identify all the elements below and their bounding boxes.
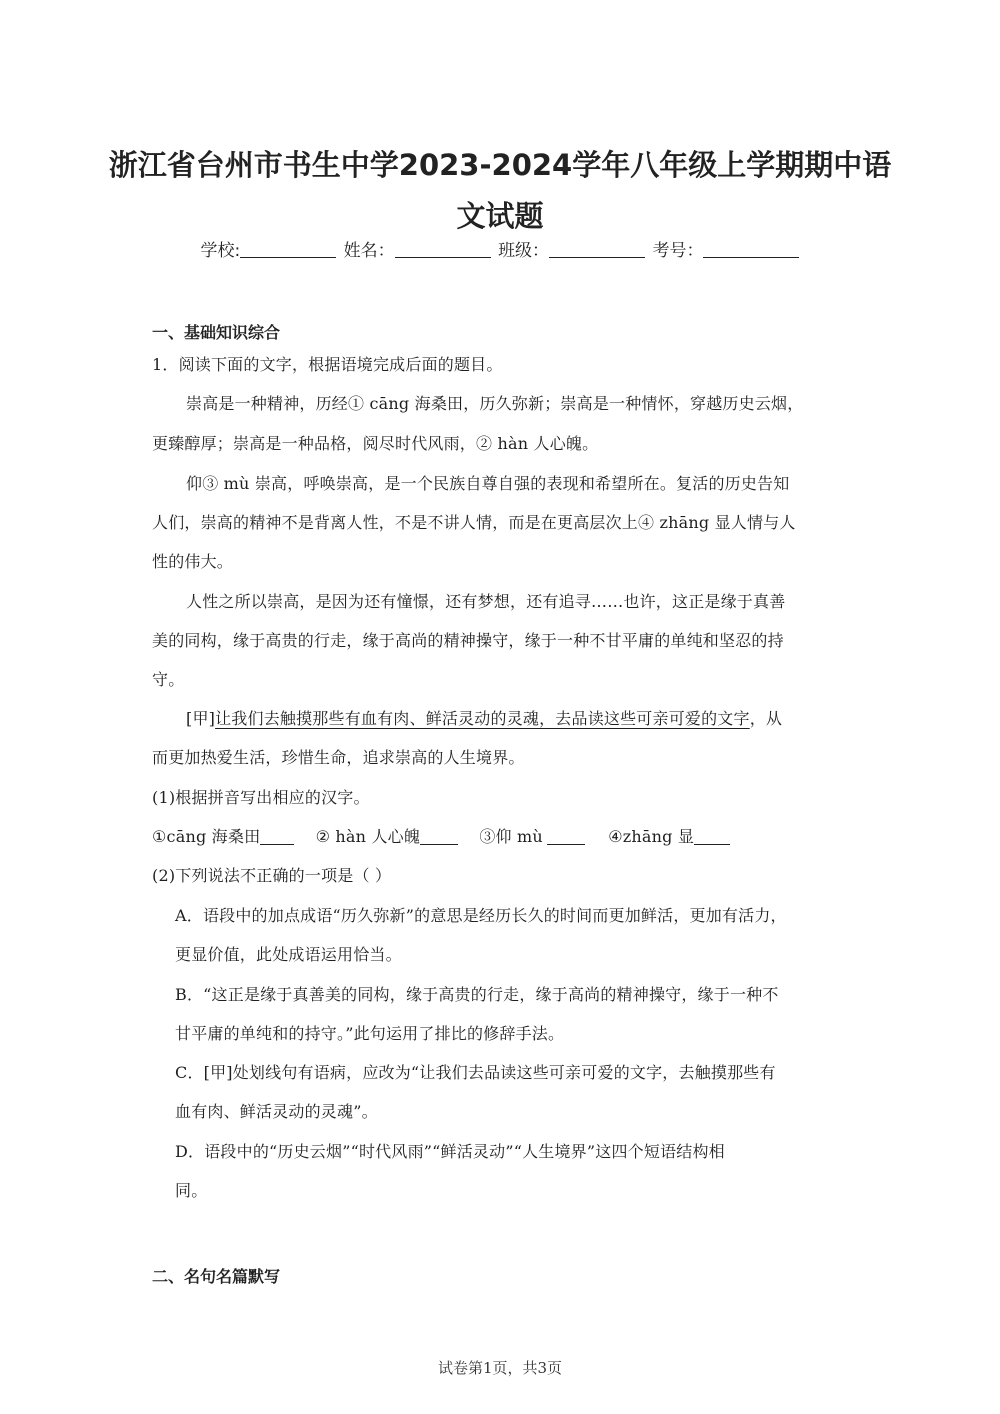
option-b-line-2: 甘平庸的单纯和的持守。”此句运用了排比的修辞手法。	[175, 1024, 565, 1043]
passage-p4-line-2: 而更加热爱生活，珍惜生命，追求崇高的人生境界。	[152, 748, 525, 767]
jia-mark: [甲]	[186, 709, 216, 728]
blank-4-label: ④zhāng 显	[608, 827, 695, 846]
page-footer: 试卷第1页，共3页	[437, 1359, 563, 1377]
class-blank[interactable]	[549, 239, 645, 258]
page-title-line-2: 文试题	[456, 199, 544, 233]
passage-p1-line-1: 崇高是一种精神，历经① cāng 海桑田，历久弥新；崇高是一种情怀，穿越历史云烟，	[186, 394, 804, 413]
passage-p2-line-3: 性的伟大。	[152, 552, 234, 571]
blank-3-label: ③仰 mù	[479, 827, 543, 846]
option-d-line-2: 同。	[175, 1181, 208, 1200]
name-label: 姓名：	[343, 241, 395, 261]
option-a-line-2: 更显价值，此处成语运用恰当。	[175, 945, 402, 964]
passage-p3-line-1: 人性之所以崇高，是因为还有憧憬，还有梦想，还有追寻……也许，这正是缘于真善	[186, 592, 786, 611]
school-blank[interactable]	[240, 239, 336, 258]
student-info-row	[0, 236, 1000, 261]
blank-2-label: ② hàn 人心魄	[315, 827, 421, 846]
sub-question-1: (1)根据拼音写出相应的汉字。	[152, 788, 370, 807]
underlined-sentence: 让我们去触摸那些有血有肉、鲜活灵动的灵魂，去品读这些可亲可爱的文字	[215, 709, 750, 728]
pinyin-blanks-row	[152, 824, 730, 847]
passage-p3-line-3: 守。	[152, 670, 185, 689]
passage-p3-line-2: 美的同构，缘于高贵的行走，缘于高尚的精神操守，缘于一种不甘平庸的单纯和坚忍的持	[152, 631, 784, 650]
section-1-heading: 一、基础知识综合	[152, 323, 281, 342]
blank-2-line[interactable]	[420, 828, 458, 845]
option-c-line-1: C．[甲]处划线句有语病，应改为“让我们去品读这些可亲可爱的文字，去触摸那些有	[175, 1063, 776, 1082]
option-a-line-1: A．语段中的加点成语“历久弥新”的意思是经历长久的时间而更加鲜活，更加有活力，	[175, 906, 787, 925]
passage-p1-line-2: 更臻醇厚；崇高是一种品格，阅尽时代风雨，② hàn 人心魄。	[152, 434, 599, 453]
exam-number-label: 考号：	[652, 241, 704, 261]
question-1-prompt: 1．阅读下面的文字，根据语境完成后面的题目。	[152, 355, 503, 374]
page-title-line-1: 浙江省台州市书生中学2023-2024学年八年级上学期期中语	[108, 148, 892, 182]
blank-4-line[interactable]	[694, 828, 730, 845]
class-label: 班级：	[498, 241, 550, 261]
option-c-line-2: 血有肉、鲜活灵动的灵魂”。	[175, 1102, 378, 1121]
option-b-line-1: B．“这正是缘于真善美的同构，缘于高贵的行走，缘于高尚的精神操守，缘于一种不	[175, 985, 779, 1004]
passage-p2-line-2: 人们，崇高的精神不是背离人性，不是不讲人情，而是在更高层次上④ zhāng 显人情与人	[152, 513, 796, 532]
school-label: 学校:	[200, 241, 241, 261]
blank-3-line[interactable]	[547, 828, 585, 845]
passage-p4-line-1	[186, 706, 782, 729]
section-2-heading: 二、名句名篇默写	[152, 1267, 281, 1286]
sub-question-2: (2)下列说法不正确的一项是（ ）	[152, 866, 392, 885]
passage-p4-line-1-rest: ，从	[749, 709, 783, 728]
blank-1-label: ①cāng 海桑田	[152, 827, 261, 846]
blank-1-line[interactable]	[260, 828, 294, 845]
passage-p2-line-1: 仰③ mù 崇高，呼唤崇高，是一个民族自尊自强的表现和希望所在。复活的历史告知	[186, 474, 790, 493]
option-d-line-1: D．语段中的“历史云烟”“时代风雨”“鲜活灵动”“人生境界”这四个短语结构相	[175, 1142, 725, 1161]
name-blank[interactable]	[395, 239, 491, 258]
exam-number-blank[interactable]	[703, 239, 799, 258]
